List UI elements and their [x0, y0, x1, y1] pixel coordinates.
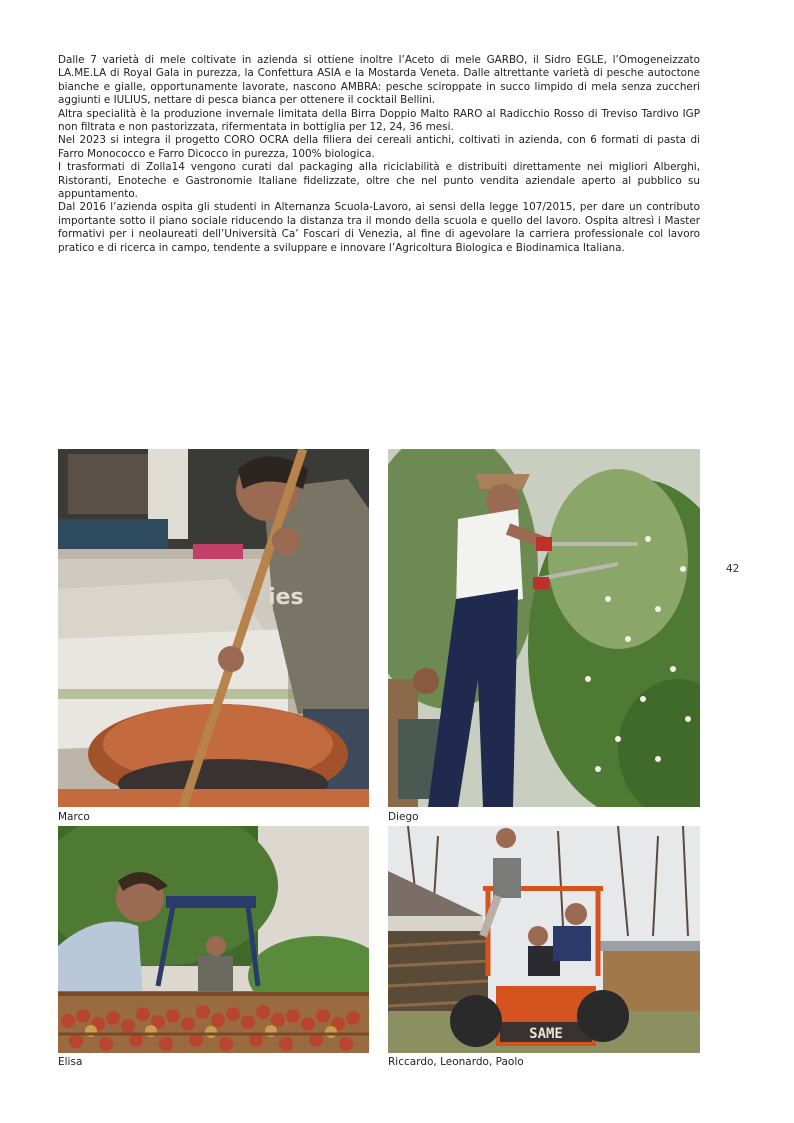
page-number: 42	[726, 563, 740, 575]
paragraph-cereals: Nel 2023 si integra il progetto CORO OCRA della filiera dei cereali antichi, coltivati in azienda, con 6 formati di pasta di Farro Monococco e Farro Dicocco in purezza, 100% biologica.	[58, 134, 700, 160]
photo-diego	[388, 449, 700, 807]
paragraph-distribution: I trasformati di Zolla14 vengono curati dal packaging alla riciclabilità e distribuiti direttamente nei migliori Alberghi, Ristoranti, Enoteche e Gastronomie Italiane fidelizzate, oltre che nel punto vendita aziendale aperto al pubblico su appuntamento.	[58, 161, 700, 201]
caption-diego: Diego	[388, 811, 419, 823]
photo-marco	[58, 449, 369, 807]
body-text	[58, 54, 700, 255]
paragraph-school: Dal 2016 l’azienda ospita gli studenti in Alternanza Scuola-Lavoro, ai sensi della legge 107/2015, per dare un contributo importante sotto il piano sociale riducendo la distanza tra il mondo della scuola e quello del lavoro. Ospita altresì i Master formativi per i neolaureati dell’Università Ca’ Foscari di Venezia, al fine di agevolare la carriera professionale col lavoro pratico e di ricerca in campo, tendente a sviluppare e innovare l’Agricoltura Biologica e Biodinamica Italiana.	[58, 201, 700, 254]
shirt-print: ies	[268, 585, 304, 610]
paragraph-products: Dalle 7 varietà di mele coltivate in azienda si ottiene inoltre l’Aceto di mele GARBO, il Sidro EGLE, l’Omogeneizzato LA.ME.LA di Royal Gala in purezza, la Confettura ASIA e la Mostarda Veneta. Dalle altrettante varietà di pesche autoctone bianche e gialle, opportunamente lavorate, nascono AMBRA: pesche sciroppate in succo limpido di mela senza zuccheri aggiunti e IULIUS, nettare di pesca bianca per ottenere il cocktail Bellini.	[58, 54, 700, 107]
caption-group: Riccardo, Leonardo, Paolo	[388, 1056, 524, 1068]
paragraph-beer: Altra specialità è la produzione invernale limitata della Birra Doppio Malto RARO al Radicchio Rosso di Treviso Tardivo IGP non filtrata e non pastorizzata, rifermentata in bottiglia per 12, 24, 36 mesi.	[58, 107, 700, 134]
caption-marco: Marco	[58, 811, 90, 823]
caption-elisa: Elisa	[58, 1056, 83, 1068]
photo-group	[388, 826, 700, 1053]
tractor-brand-text: SAME	[529, 1026, 563, 1042]
photo-elisa	[58, 826, 369, 1053]
